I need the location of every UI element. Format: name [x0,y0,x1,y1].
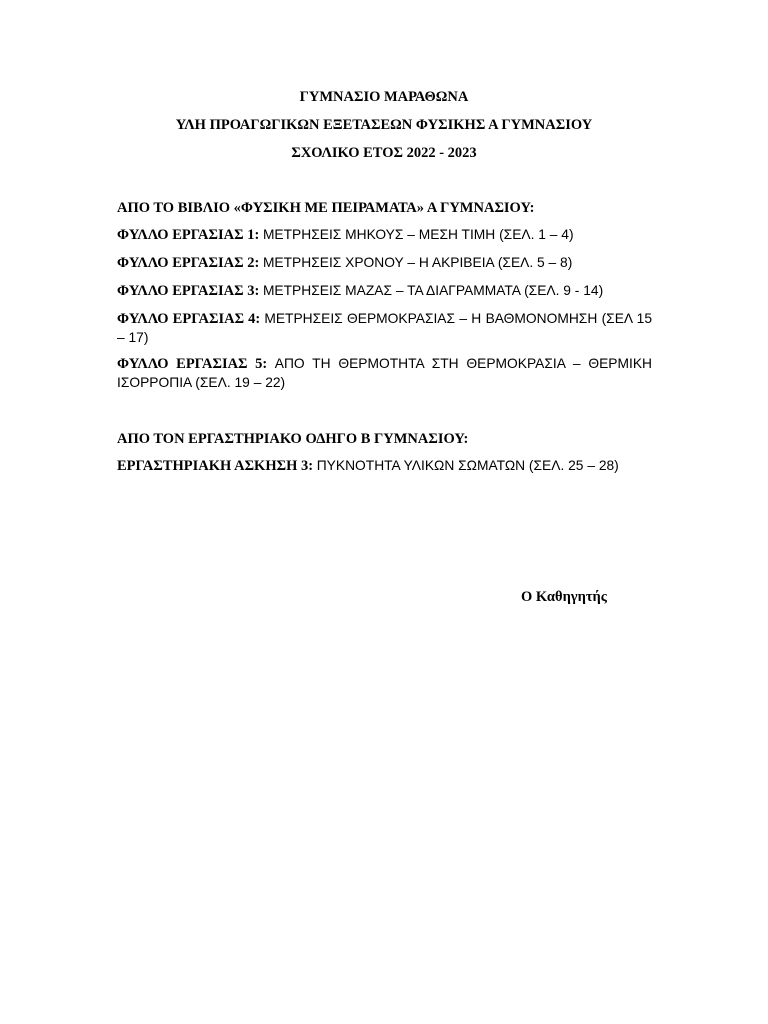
section-title-book: ΑΠΟ ΤΟ ΒΙΒΛΙΟ «ΦΥΣΙΚΗ ΜΕ ΠΕΙΡΑΜΑΤΑ» Α ΓΥΜΝΑΣΙΟΥ: [117,200,535,216]
school-name: ΓΥΜΝΑΣΙΟ ΜΑΡΑΘΩΝΑ [299,89,469,105]
worksheet-item-1 [117,226,652,245]
exercise-label: ΕΡΓΑΣΤΗΡΙΑΚΗ ΑΣΚΗΣΗ 3: [117,458,314,474]
worksheet-label: ΦΥΛΛΟ ΕΡΓΑΣΙΑΣ 5: [117,356,268,372]
teacher-signature: Ο Καθηγητής [521,589,607,605]
school-year: ΣΧΟΛΙΚΟ ΕΤΟΣ 2022 - 2023 [291,145,477,161]
worksheet-item-4 [117,310,652,347]
worksheet-item-3 [117,282,652,301]
section-title-lab-guide: ΑΠΟ ΤΟΝ ΕΡΓΑΣΤΗΡΙΑΚΟ ΟΔΗΓΟ Β ΓΥΜΝΑΣΙΟΥ: [117,431,469,447]
worksheet-text: ΜΕΤΡΗΣΕΙΣ ΧΡΟΝΟΥ – Η ΑΚΡΙΒΕΙΑ (ΣΕΛ. 5 – 8) [262,255,573,270]
worksheet-label: ΦΥΛΛΟ ΕΡΓΑΣΙΑΣ 3: [117,283,260,299]
worksheet-item-2 [117,254,652,273]
lab-exercise-item-1 [117,457,652,476]
worksheet-text: ΜΕΤΡΗΣΕΙΣ ΜΗΚΟΥΣ – ΜΕΣΗ ΤΙΜΗ (ΣΕΛ. 1 – 4) [262,227,574,242]
worksheet-text: ΜΕΤΡΗΣΕΙΣ ΘΕΡΜΟΚΡΑΣΙΑΣ – Η ΒΑΘΜΟΝΟΜΗΣΗ (ΣΕΛ 15 – 17) [117,311,652,345]
worksheet-label: ΦΥΛΛΟ ΕΡΓΑΣΙΑΣ 2: [117,255,260,271]
document-subject: ΥΛΗ ΠΡΟΑΓΩΓΙΚΩΝ ΕΞΕΤΑΣΕΩΝ ΦΥΣΙΚΗΣ Α ΓΥΜΝΑΣΙΟΥ [175,117,593,133]
worksheet-text: ΜΕΤΡΗΣΕΙΣ ΜΑΖΑΣ – ΤΑ ΔΙΑΓΡΑΜΜΑΤΑ (ΣΕΛ. 9 - 14) [262,283,604,298]
exercise-text: ΠΥΚΝΟΤΗΤΑ ΥΛΙΚΩΝ ΣΩΜΑΤΩΝ (ΣΕΛ. 25 – 28) [316,458,619,473]
worksheet-text: ΑΠΟ ΤΗ ΘΕΡΜΟΤΗΤΑ ΣΤΗ ΘΕΡΜΟΚΡΑΣΙΑ – ΘΕΡΜΙΚΗ ΙΣΟΡΡΟΠΙΑ (ΣΕΛ. 19 – 22) [117,356,653,390]
worksheet-label: ΦΥΛΛΟ ΕΡΓΑΣΙΑΣ 4: [117,311,261,327]
worksheet-item-5 [117,355,652,392]
worksheet-label: ΦΥΛΛΟ ΕΡΓΑΣΙΑΣ 1: [117,227,260,243]
